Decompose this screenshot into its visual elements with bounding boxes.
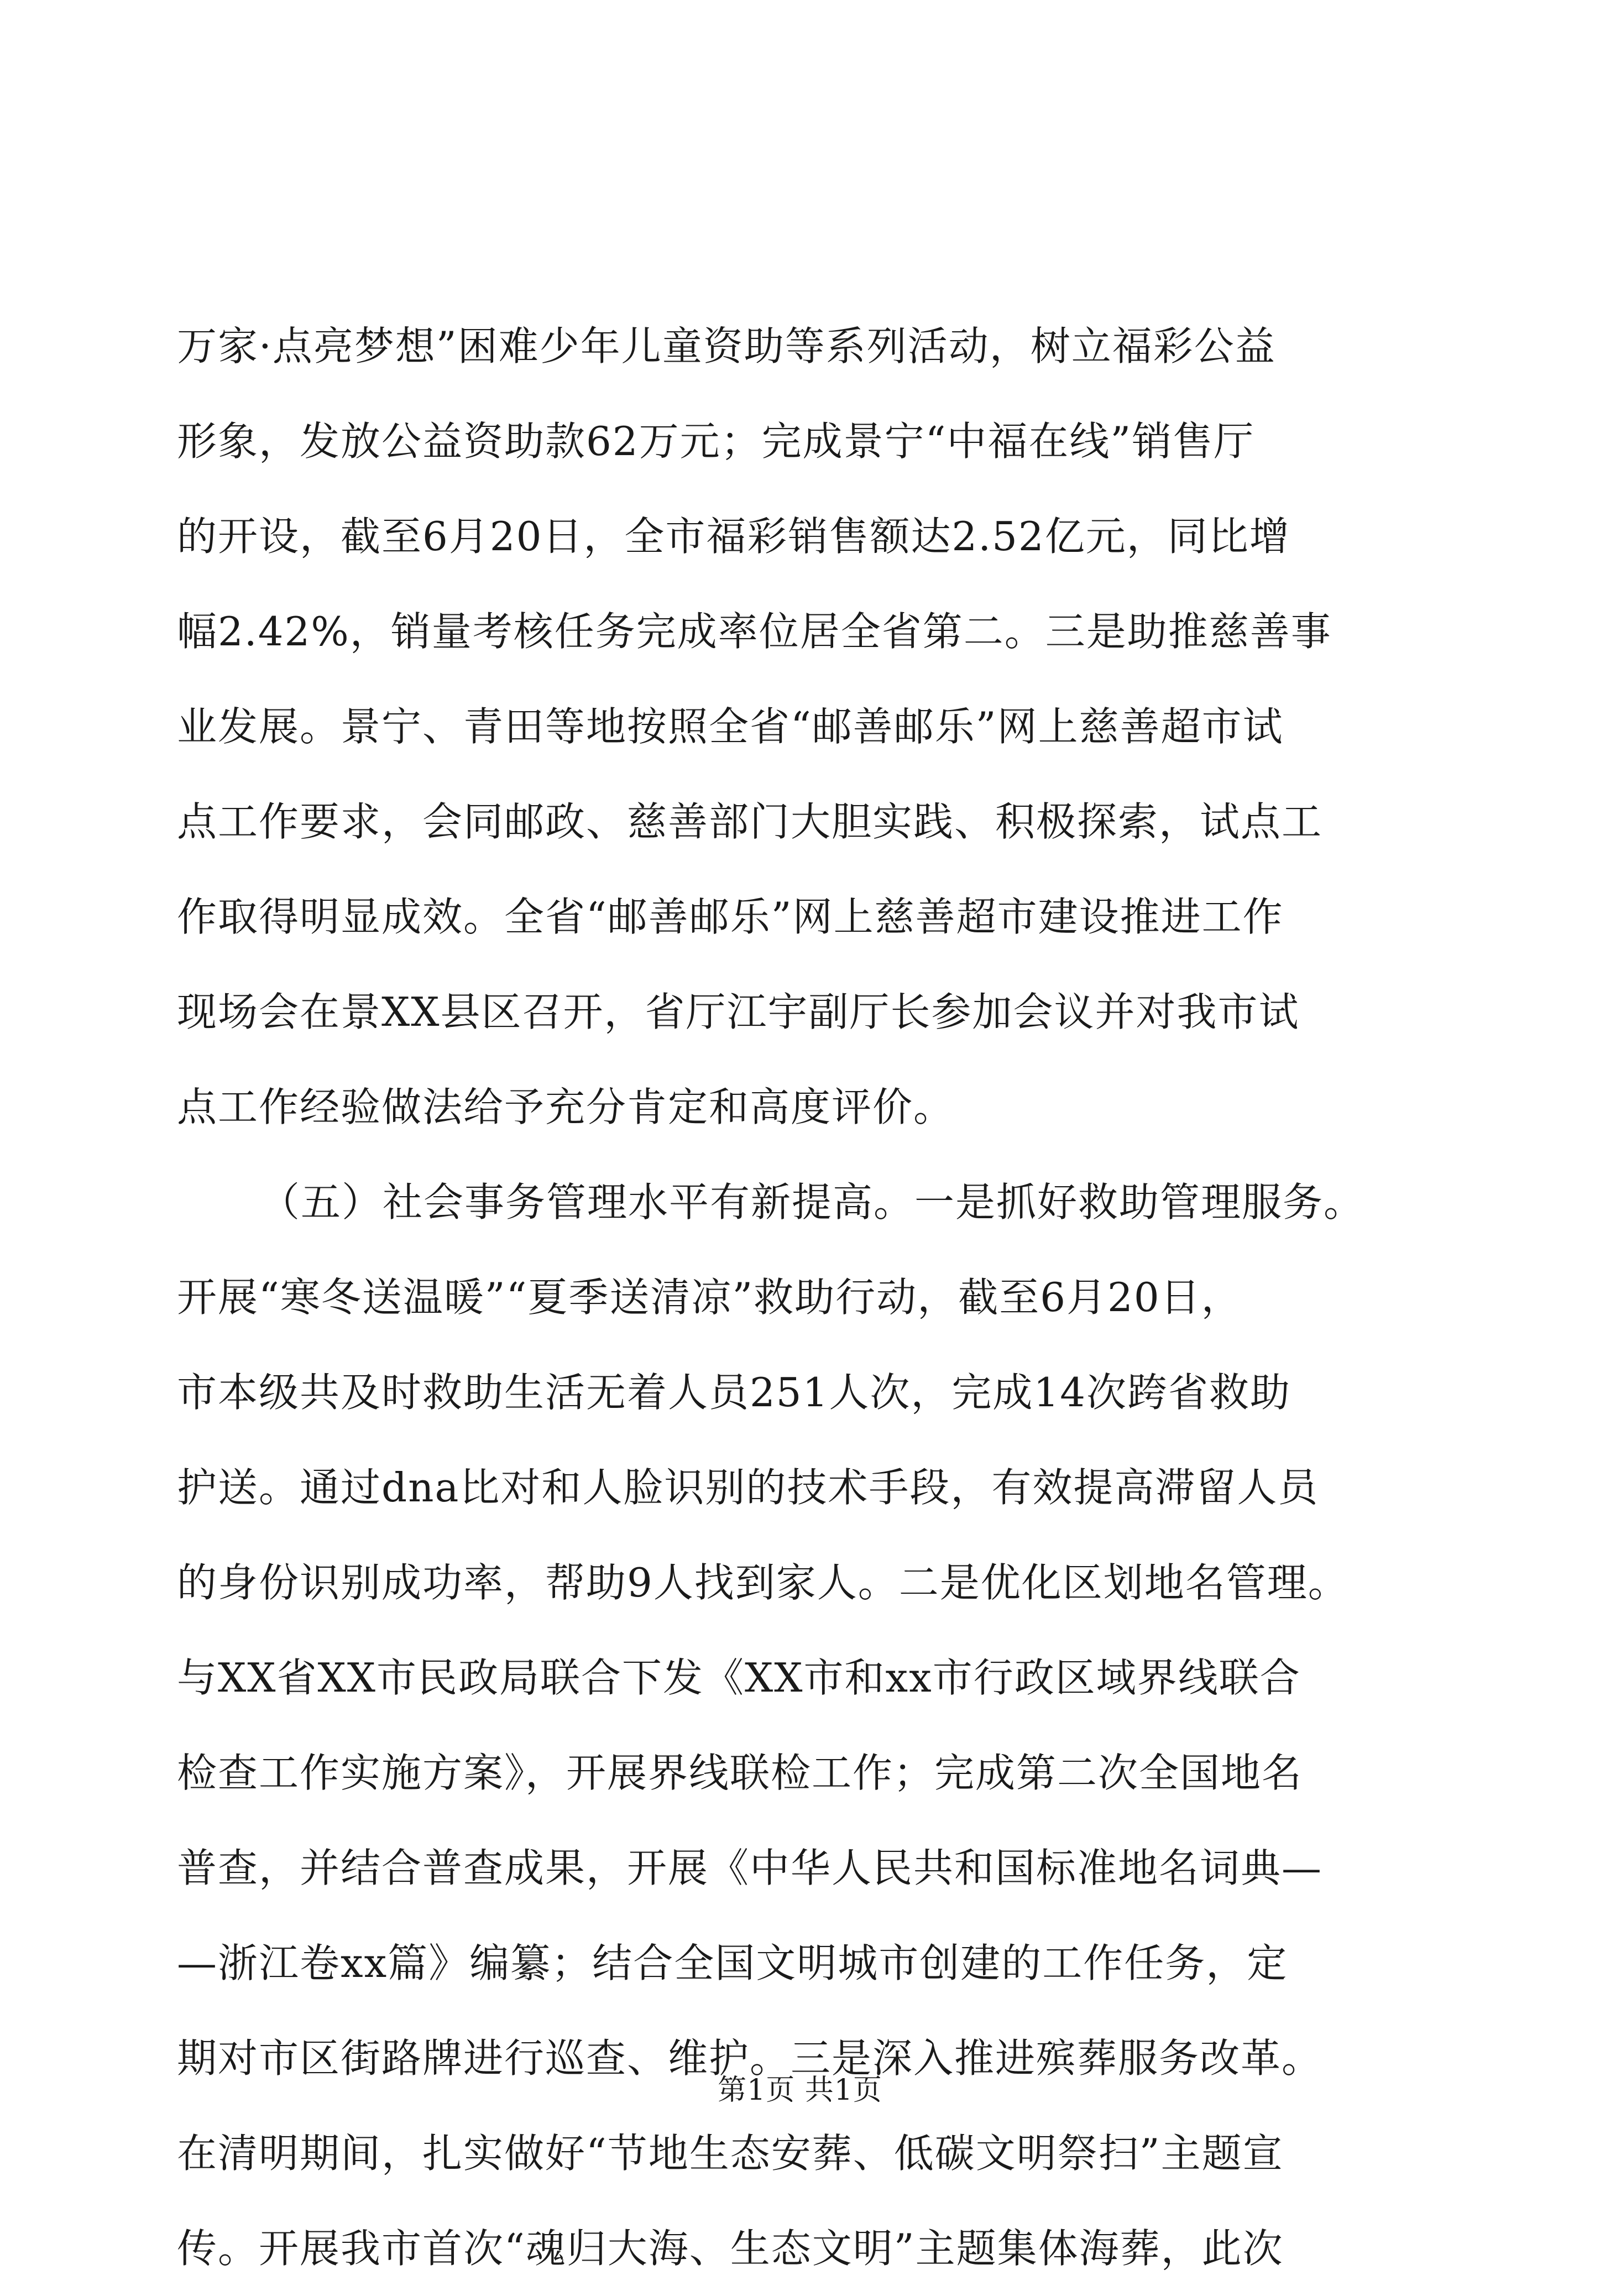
- paragraph-line: 现场会在景XX县区召开，省厅江宇副厅长参加会议并对我市试: [177, 989, 1300, 1035]
- paragraph-line: 传。开展我市首次“魂归大海、生态文明”主题集体海葬，此次: [177, 2225, 1284, 2272]
- paragraph-line: 业发展。景宁、青田等地按照全省“邮善邮乐”网上慈善超市试: [177, 703, 1284, 750]
- paragraph-line: 普查，并结合普查成果，开展《中华人民共和国标准地名词典—: [177, 1845, 1323, 1891]
- document-body: [177, 299, 1415, 2296]
- paragraph-line: 点工作经验做法给予充分肯定和高度评价。: [177, 1084, 955, 1130]
- paragraph-line: 市本级共及时救助生活无着人员251人次，完成14次跨省救助: [177, 1369, 1291, 1416]
- paragraph-line: 的身份识别成功率，帮助9人找到家人。二是优化区划地名管理。: [177, 1559, 1349, 1606]
- paragraph-line: 期对市区街路牌进行巡查、维护。三是深入推进殡葬服务改革。: [177, 2035, 1323, 2081]
- paragraph-line: 点工作要求，会同邮政、慈善部门大胆实践、积极探索，试点工: [177, 799, 1323, 845]
- paragraph-line: 与XX省XX市民政局联合下发《XX市和xx市行政区域界线联合: [177, 1655, 1301, 1701]
- paragraph-line: 形象，发放公益资助款62万元；完成景宁“中福在线”销售厅: [177, 418, 1255, 465]
- paragraph-line: —浙江卷xx篇》编纂；结合全国文明城市创建的工作任务，定: [177, 1940, 1288, 1986]
- paragraph-line: 的开设，截至6月20日，全市福彩销售额达2.52亿元，同比增: [177, 513, 1290, 560]
- paragraph-line: 检查工作实施方案》，开展界线联检工作；完成第二次全国地名: [177, 1750, 1303, 1796]
- page-number-footer: 第1页 共1页: [718, 2074, 882, 2107]
- paragraph-line: 幅2.42%，销量考核任务完成率位居全省第二。三是助推慈善事: [177, 608, 1332, 655]
- section-heading-line: （五）社会事务管理水平有新提高。一是抓好救助管理服务。: [260, 1179, 1365, 1225]
- paragraph-line: 护送。通过dna比对和人脸识别的技术手段，有效提高滞留人员: [177, 1464, 1319, 1511]
- paragraph-line: 在清明期间，扎实做好“节地生态安葬、低碳文明祭扫”主题宣: [177, 2130, 1284, 2177]
- paragraph-line: 作取得明显成效。全省“邮善邮乐”网上慈善超市建设推进工作: [177, 894, 1284, 940]
- paragraph-line: 开展“寒冬送温暖”“夏季送清凉”救助行动，截至6月20日，: [177, 1274, 1242, 1321]
- paragraph-line: 万家·点亮梦想”困难少年儿童资助等系列活动，树立福彩公益: [177, 323, 1276, 369]
